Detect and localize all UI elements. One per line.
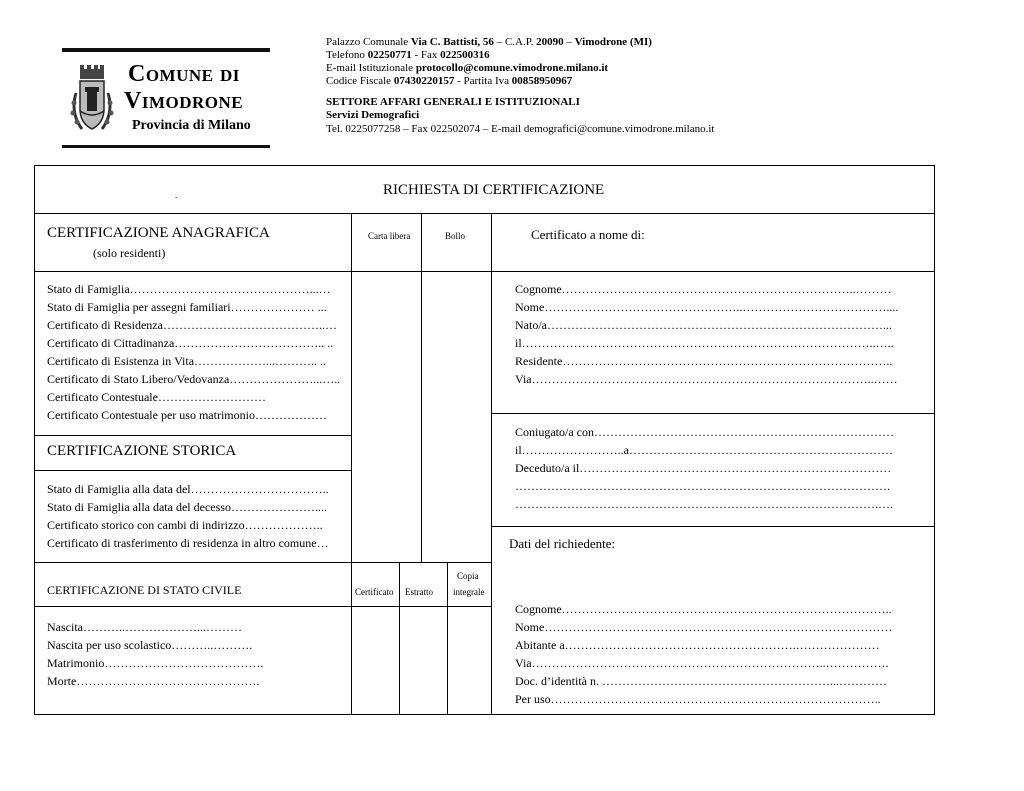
phone-number: 02250771 [367, 49, 412, 61]
logo-line-3: Provincia di Milano [132, 118, 251, 133]
form-title: RICHIESTA DI CERTIFICAZIONE [383, 182, 605, 198]
intestatario-field[interactable]: Via…………………………………………………………………………..…… [515, 372, 898, 386]
extra-field[interactable]: il……………………..a………………………………………………………… [515, 443, 893, 457]
email-address: protocollo@comune.vimodrone.milano.it [415, 62, 609, 74]
carta-libera-col-header: Carta libera [368, 231, 411, 241]
richiedente-field[interactable]: Via………………………………………………………………..……………. [515, 656, 889, 670]
header-address [326, 36, 652, 50]
richiedente-field[interactable]: Cognome……………………………………………………………………….. [515, 602, 892, 616]
title-dot: . [175, 190, 178, 200]
header-department: SETTORE AFFARI GENERALI E ISTITUZIONALI [326, 96, 580, 108]
stato-civile-top-divider [35, 562, 491, 563]
intestatario-field[interactable]: Nato/a…………………………………………………………………………... [515, 318, 892, 332]
intestatario-divider [491, 271, 934, 272]
title-divider [35, 213, 934, 214]
header-email [326, 62, 608, 76]
logo-bottom-rule [62, 145, 270, 148]
phone-label: Telefono [326, 49, 368, 61]
intestatario-fields [515, 280, 898, 388]
anagrafica-heading: CERTIFICAZIONE ANAGRAFICA [47, 225, 270, 241]
estratto-col-header: Estratto [405, 587, 433, 597]
sc-col-divider-3 [447, 562, 448, 715]
address-street: Via C. Battisti, 56 [410, 36, 494, 48]
anagrafica-item[interactable]: Stato di Famiglia………………………………………...… [47, 282, 331, 296]
bollo-col-header: Bollo [445, 231, 466, 241]
address-cap-label: – C.A.P. [493, 36, 537, 48]
anagrafica-subheading: (solo residenti) [93, 246, 166, 260]
storica-heading: CERTIFICAZIONE STORICA [47, 443, 237, 459]
storica-item[interactable]: Stato di Famiglia alla data del…………………………….. [47, 482, 329, 496]
storica-item[interactable]: Certificato di trasferimento di residenza in altro comune… [47, 536, 329, 550]
storica-list [47, 480, 329, 552]
address-label: Palazzo Comunale [326, 36, 411, 48]
municipality-logo [62, 45, 272, 150]
certificato-col-header: Certificato [355, 587, 394, 597]
anagrafica-item[interactable]: Certificato Contestuale……………………… [47, 390, 266, 404]
stato-civile-header-divider [35, 606, 491, 607]
anagrafica-item[interactable]: Certificato di Stato Libero/Vedovanza…………………...….. [47, 372, 341, 386]
intestatario-extra-fields [515, 423, 894, 513]
stato-civile-item[interactable]: Nascita………..………………...……… [47, 620, 242, 634]
richiedente-field[interactable]: Doc. d’identità n. …………………………………………………...………… [515, 674, 887, 688]
stato-civile-item[interactable]: Morte………………………………………. [47, 674, 260, 688]
extra-field[interactable]: …………………………………………………………………………………. [515, 479, 890, 493]
storica-item[interactable]: Stato di Famiglia alla data del decesso………………….... [47, 500, 327, 514]
header-service: Servizi Demografici [326, 109, 420, 121]
anagrafica-item[interactable]: Certificato Contestuale per uso matrimonio……………… [47, 408, 327, 422]
extra-field[interactable]: Deceduto/a il…………………………………………………………………… [515, 461, 892, 475]
tax-code-label: Codice Fiscale [326, 75, 394, 87]
address-cap: 20090 [536, 36, 564, 48]
integrale-col-header: integrale [453, 587, 485, 597]
sc-col-divider-1 [351, 562, 352, 715]
intestatario-field[interactable]: Cognome………………………………………………………………..……… [515, 282, 892, 296]
fax-label: - Fax [411, 49, 441, 61]
header-tax [326, 75, 572, 89]
logo-line-2: Vimodrone [124, 88, 244, 114]
email-label: E-mail Istituzionale [326, 62, 416, 74]
stato-civile-list [47, 618, 263, 690]
copia-col-header: Copia [457, 571, 479, 581]
intestatario-field[interactable]: Nome…………………………………………..……………………………….... [515, 300, 899, 314]
logo-line-1: Comune di [128, 61, 240, 87]
storica-item[interactable]: Certificato storico con cambi di indirizzo……………….. [47, 518, 323, 532]
address-city: Vimodrone (MI) [574, 36, 652, 48]
anagrafica-item[interactable]: Certificato di Cittadinanza……………………………….. .. [47, 336, 334, 350]
storica-header-divider [35, 470, 351, 471]
anagrafica-item[interactable]: Certificato di Esistenza in Vita………………...……….. .. [47, 354, 327, 368]
header-service-contacts: Tel. 0225077258 – Fax 022502074 – E-mail demografici@comune.vimodrone.milano.it [326, 123, 715, 135]
vat-label: - Partita Iva [454, 75, 512, 87]
stato-civile-item[interactable]: Matrimonio…………………………………. [47, 656, 264, 670]
richiedente-heading: Dati del richiedente: [509, 536, 616, 551]
storica-top-divider [35, 435, 351, 436]
sc-col-divider-2 [399, 562, 400, 715]
certification-request-form [34, 165, 935, 715]
intestatario-heading: Certificato a nome di: [531, 227, 645, 242]
anagrafica-item[interactable]: Stato di Famiglia per assegni familiari………………… ... [47, 300, 327, 314]
richiedente-field[interactable]: Abitante a………………………………………………….………………… [515, 638, 880, 652]
extra-field[interactable]: ……………………………………………………………………………….…. [515, 497, 893, 511]
anagrafica-header-divider [35, 271, 351, 272]
col-divider-2 [421, 213, 422, 562]
richiedente-field[interactable]: Nome…………………………………………………………………………… [515, 620, 893, 634]
richiedente-field[interactable]: Per uso……………………………………………………………………….. [515, 692, 881, 706]
tax-code: 07430220157 [393, 75, 455, 87]
extra-field[interactable]: Coniugato/a con………………………………………………………………… [515, 425, 894, 439]
col-divider-3 [491, 213, 492, 715]
extra-divider [491, 413, 934, 414]
intestatario-field[interactable]: Residente……………………………………………………………………….. [515, 354, 893, 368]
vat-number: 00858950967 [511, 75, 573, 87]
anagrafica-list [47, 280, 340, 424]
richiedente-fields [515, 600, 892, 708]
anagrafica-item[interactable]: Certificato di Residenza…………………………………..… [47, 318, 337, 332]
address-sep: – [563, 36, 575, 48]
stato-civile-item[interactable]: Nascita per uso scolastico………..………. [47, 638, 253, 652]
col-divider-1 [351, 213, 352, 562]
header-phone [326, 49, 490, 63]
coat-of-arms-icon [68, 63, 116, 135]
logo-top-rule [62, 48, 270, 52]
stato-civile-heading: CERTIFICAZIONE DI STATO CIVILE [47, 583, 242, 597]
intestatario-field[interactable]: il……………………………………………………………………………..….. [515, 336, 894, 350]
richiedente-divider [491, 526, 934, 527]
fax-number: 022500316 [440, 49, 490, 61]
